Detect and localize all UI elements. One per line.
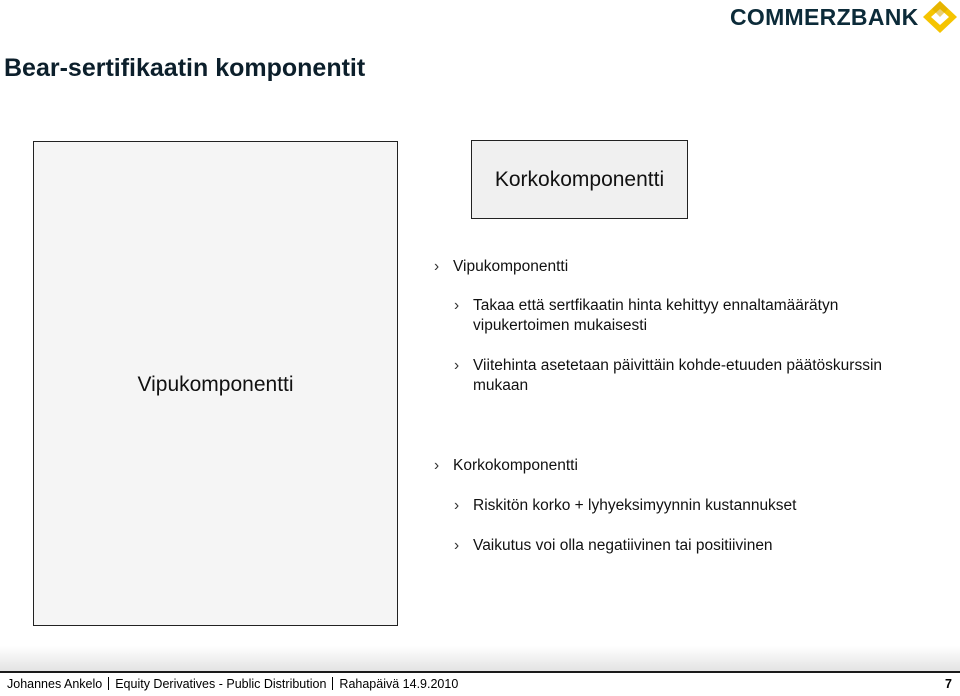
- chevron-right-icon: ›: [454, 357, 460, 374]
- commerzbank-logo: [700, 0, 960, 38]
- footer-separator: [332, 677, 333, 690]
- chevron-right-icon: ›: [454, 537, 460, 554]
- footer-department: Equity Derivatives - Public Distribution: [115, 677, 327, 691]
- chevron-right-icon: ›: [454, 497, 460, 514]
- page-title: Bear-sertifikaatin komponentit: [4, 54, 366, 82]
- footer-gradient: [0, 646, 960, 672]
- interest-component-label: Korkokomponentti: [494, 168, 665, 191]
- leverage-component-label: Vipukomponentti: [137, 373, 294, 396]
- logo-wordmark: COMMERZBANK: [730, 4, 919, 30]
- chevron-right-icon: ›: [454, 297, 460, 314]
- interest-component-box: [471, 140, 688, 219]
- footer-author: Johannes Ankelo: [7, 677, 103, 691]
- leverage-component-box: [33, 141, 398, 626]
- page-number: 7: [945, 677, 952, 691]
- ribbon-logo-icon: [922, 0, 958, 34]
- footer-info: [7, 677, 458, 691]
- footer-divider: [0, 671, 960, 673]
- chevron-right-icon: ›: [434, 457, 440, 474]
- footer-event: Rahapäivä 14.9.2010: [339, 677, 459, 691]
- chevron-right-icon: ›: [434, 258, 440, 275]
- footer-separator: [108, 677, 109, 690]
